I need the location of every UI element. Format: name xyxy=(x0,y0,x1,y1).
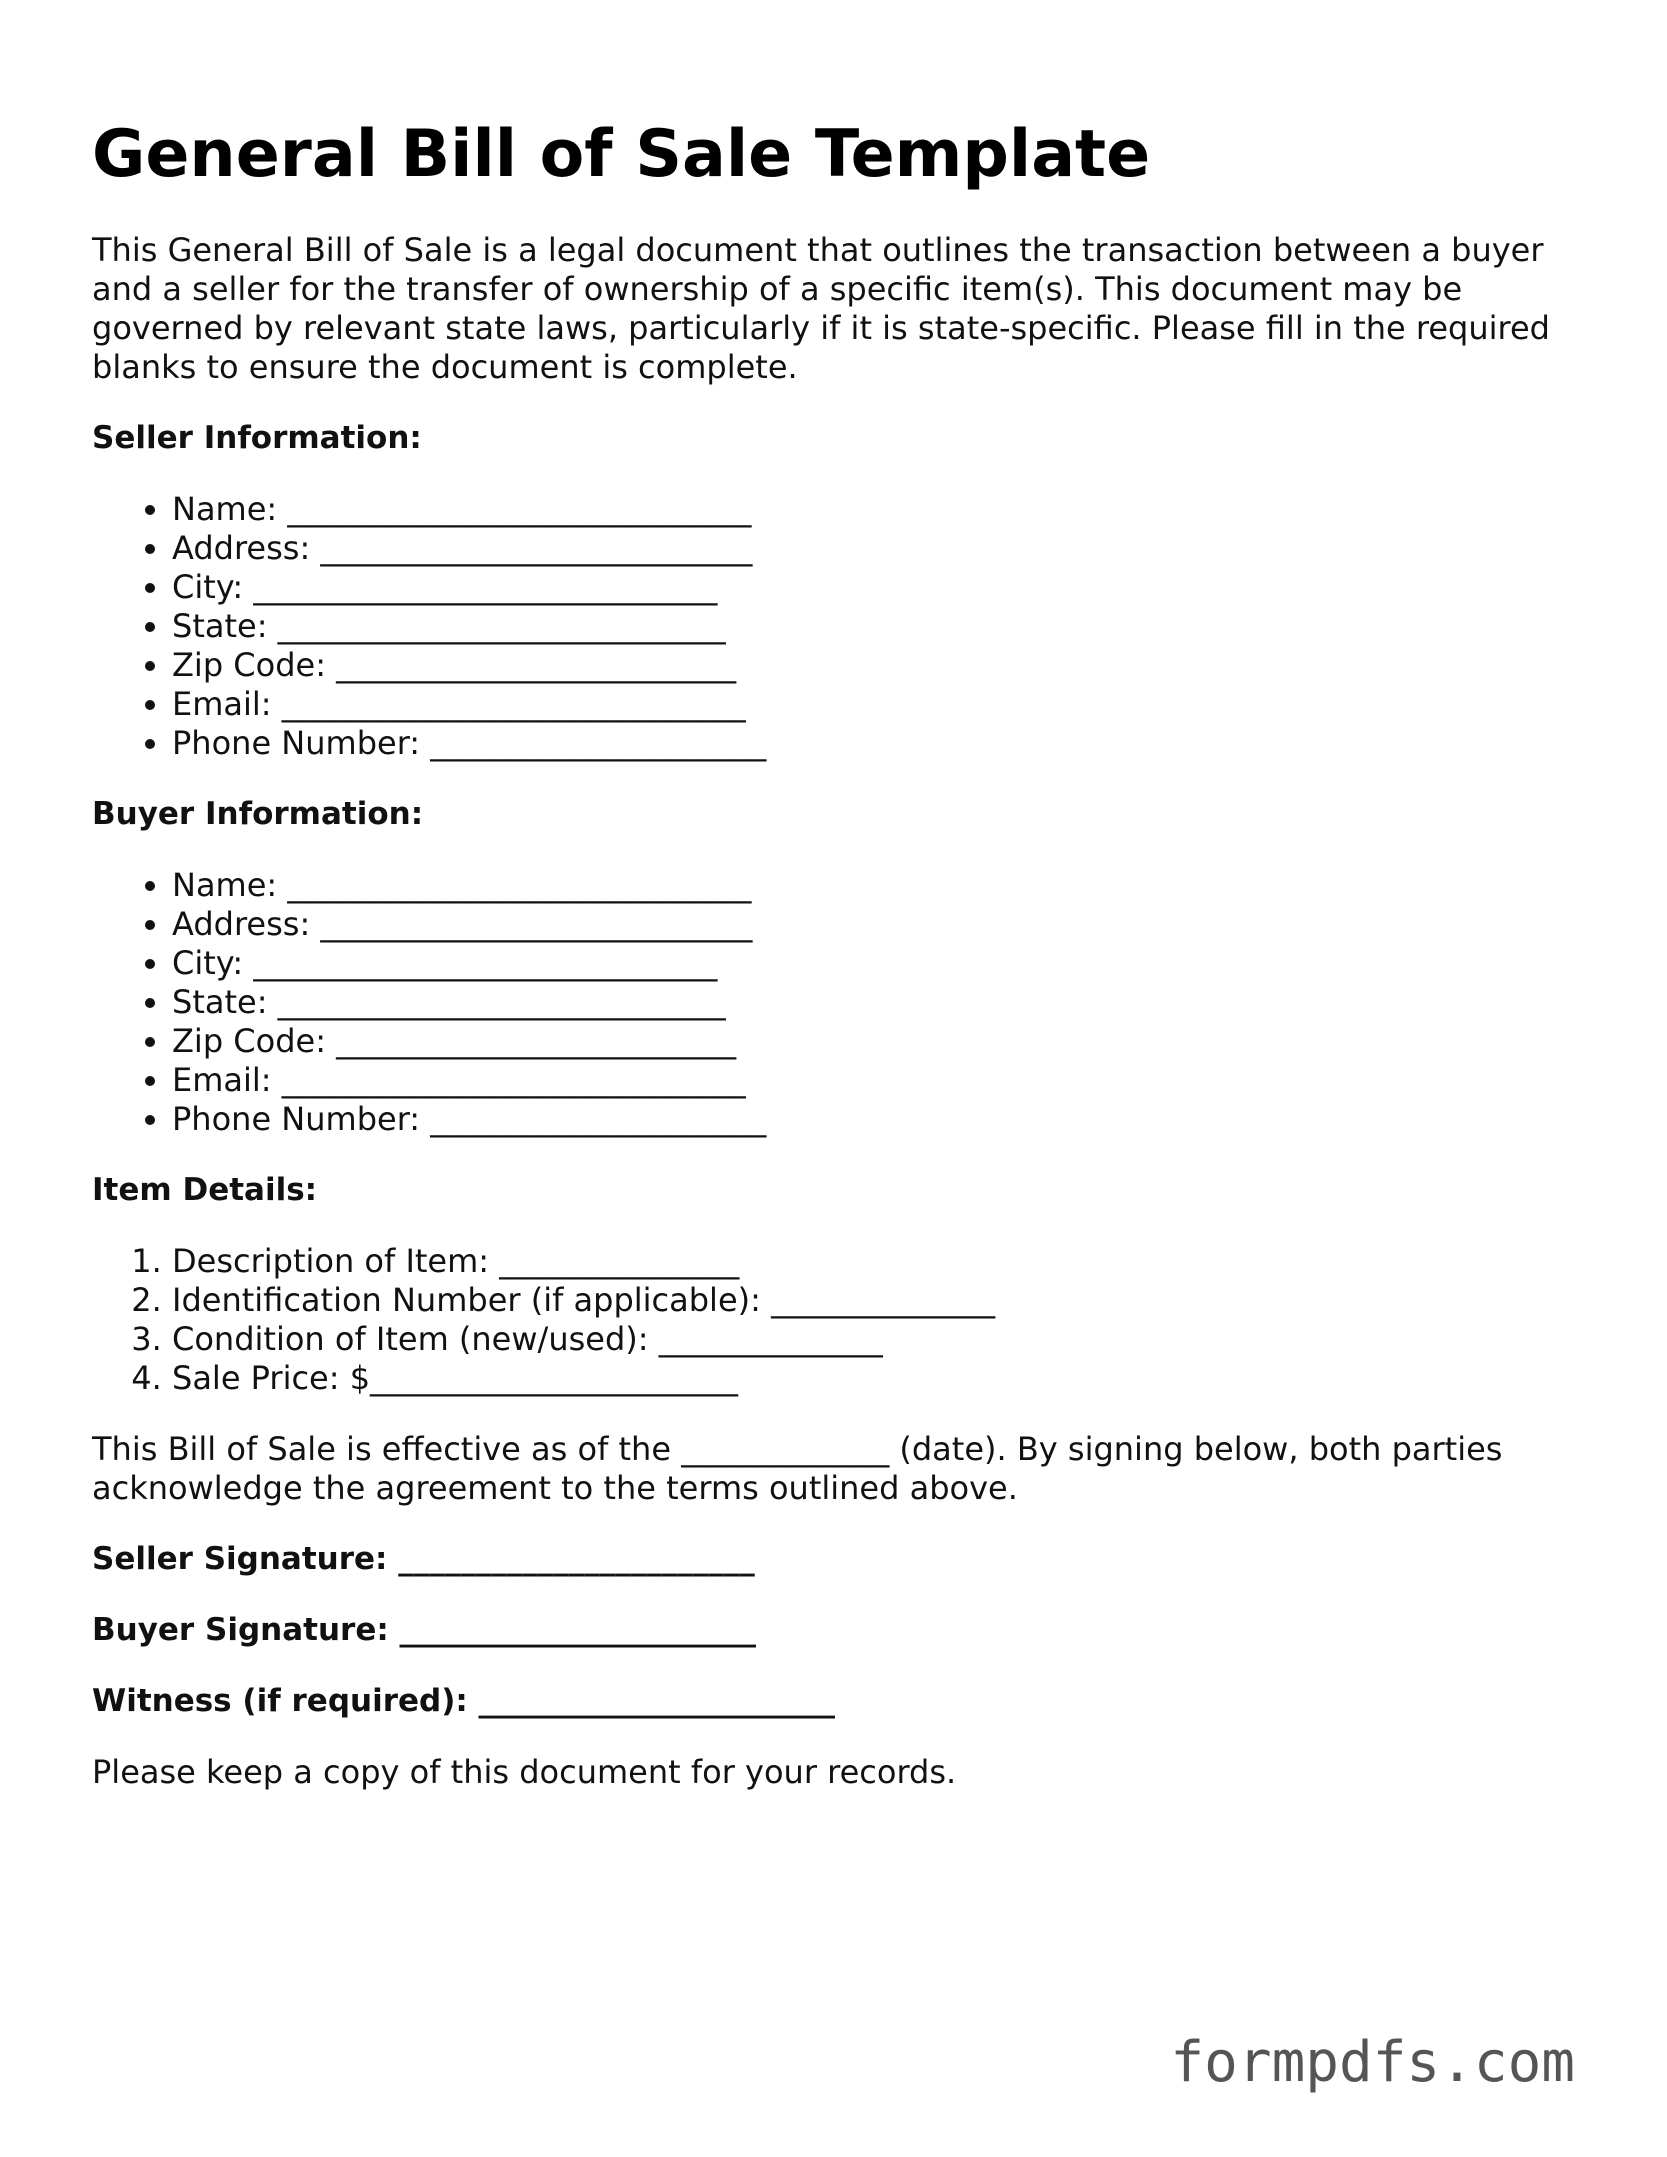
seller-name-field[interactable]: • Name: _____________________________ xyxy=(172,490,1592,529)
buyer-signature-line[interactable]: Buyer Signature: _______________________ xyxy=(92,1612,757,1648)
seller-state-field[interactable]: • State: ____________________________ xyxy=(172,607,1592,646)
seller-address-field[interactable]: • Address: ___________________________ xyxy=(172,529,1592,568)
item-description-field[interactable]: 1. Description of Item: _______________ xyxy=(172,1242,1592,1281)
buyer-address-field[interactable]: • Address: ___________________________ xyxy=(172,905,1592,944)
item-condition-field[interactable]: 3. Condition of Item (new/used): ______________ xyxy=(172,1320,1592,1359)
seller-city-field[interactable]: • City: _____________________________ xyxy=(172,568,1592,607)
document-page xyxy=(92,115,1592,1792)
closing-note: Please keep a copy of this document for your records. xyxy=(92,1753,957,1791)
item-sale-price-field[interactable]: 4. Sale Price: $_______________________ xyxy=(172,1359,1592,1398)
buyer-zip-field[interactable]: • Zip Code: _________________________ xyxy=(172,1022,1592,1061)
buyer-phone-field[interactable]: • Phone Number: _____________________ xyxy=(172,1100,1592,1139)
buyer-name-field[interactable]: • Name: _____________________________ xyxy=(172,866,1592,905)
seller-phone-field[interactable]: • Phone Number: _____________________ xyxy=(172,724,1592,763)
witness-signature-line[interactable]: Witness (if required): _______________________ xyxy=(92,1683,836,1719)
seller-field-list xyxy=(92,490,1592,763)
watermark-text: formpdfs.com xyxy=(1170,2030,1575,2095)
seller-signature-line[interactable]: Seller Signature: _______________________ xyxy=(92,1541,755,1577)
intro-paragraph: This General Bill of Sale is a legal document that outlines the transaction between a buyer and a seller for the transfer of ownership of a specific item(s). This document may be governed by relevant state laws, particularly if it is state-specific. Please fill in the required blanks to ensure the document is complete. xyxy=(92,231,1550,386)
buyer-email-field[interactable]: • Email: _____________________________ xyxy=(172,1061,1592,1100)
item-identification-field[interactable]: 2. Identification Number (if applicable): ______________ xyxy=(172,1281,1592,1320)
buyer-section-heading: Buyer Information: xyxy=(92,796,424,832)
page-title: General Bill of Sale Template xyxy=(92,117,1151,192)
seller-section-heading: Seller Information: xyxy=(92,420,422,456)
buyer-field-list xyxy=(92,866,1592,1139)
buyer-city-field[interactable]: • City: _____________________________ xyxy=(172,944,1592,983)
item-section-heading: Item Details: xyxy=(92,1172,318,1208)
seller-zip-field[interactable]: • Zip Code: _________________________ xyxy=(172,646,1592,685)
item-field-list xyxy=(92,1242,1592,1398)
buyer-state-field[interactable]: • State: ____________________________ xyxy=(172,983,1592,1022)
seller-email-field[interactable]: • Email: _____________________________ xyxy=(172,685,1592,724)
effective-date-paragraph[interactable]: This Bill of Sale is effective as of the _____________ (date). By signing below, both parties acknowledge the agreement to the terms outlined above. xyxy=(92,1430,1503,1507)
